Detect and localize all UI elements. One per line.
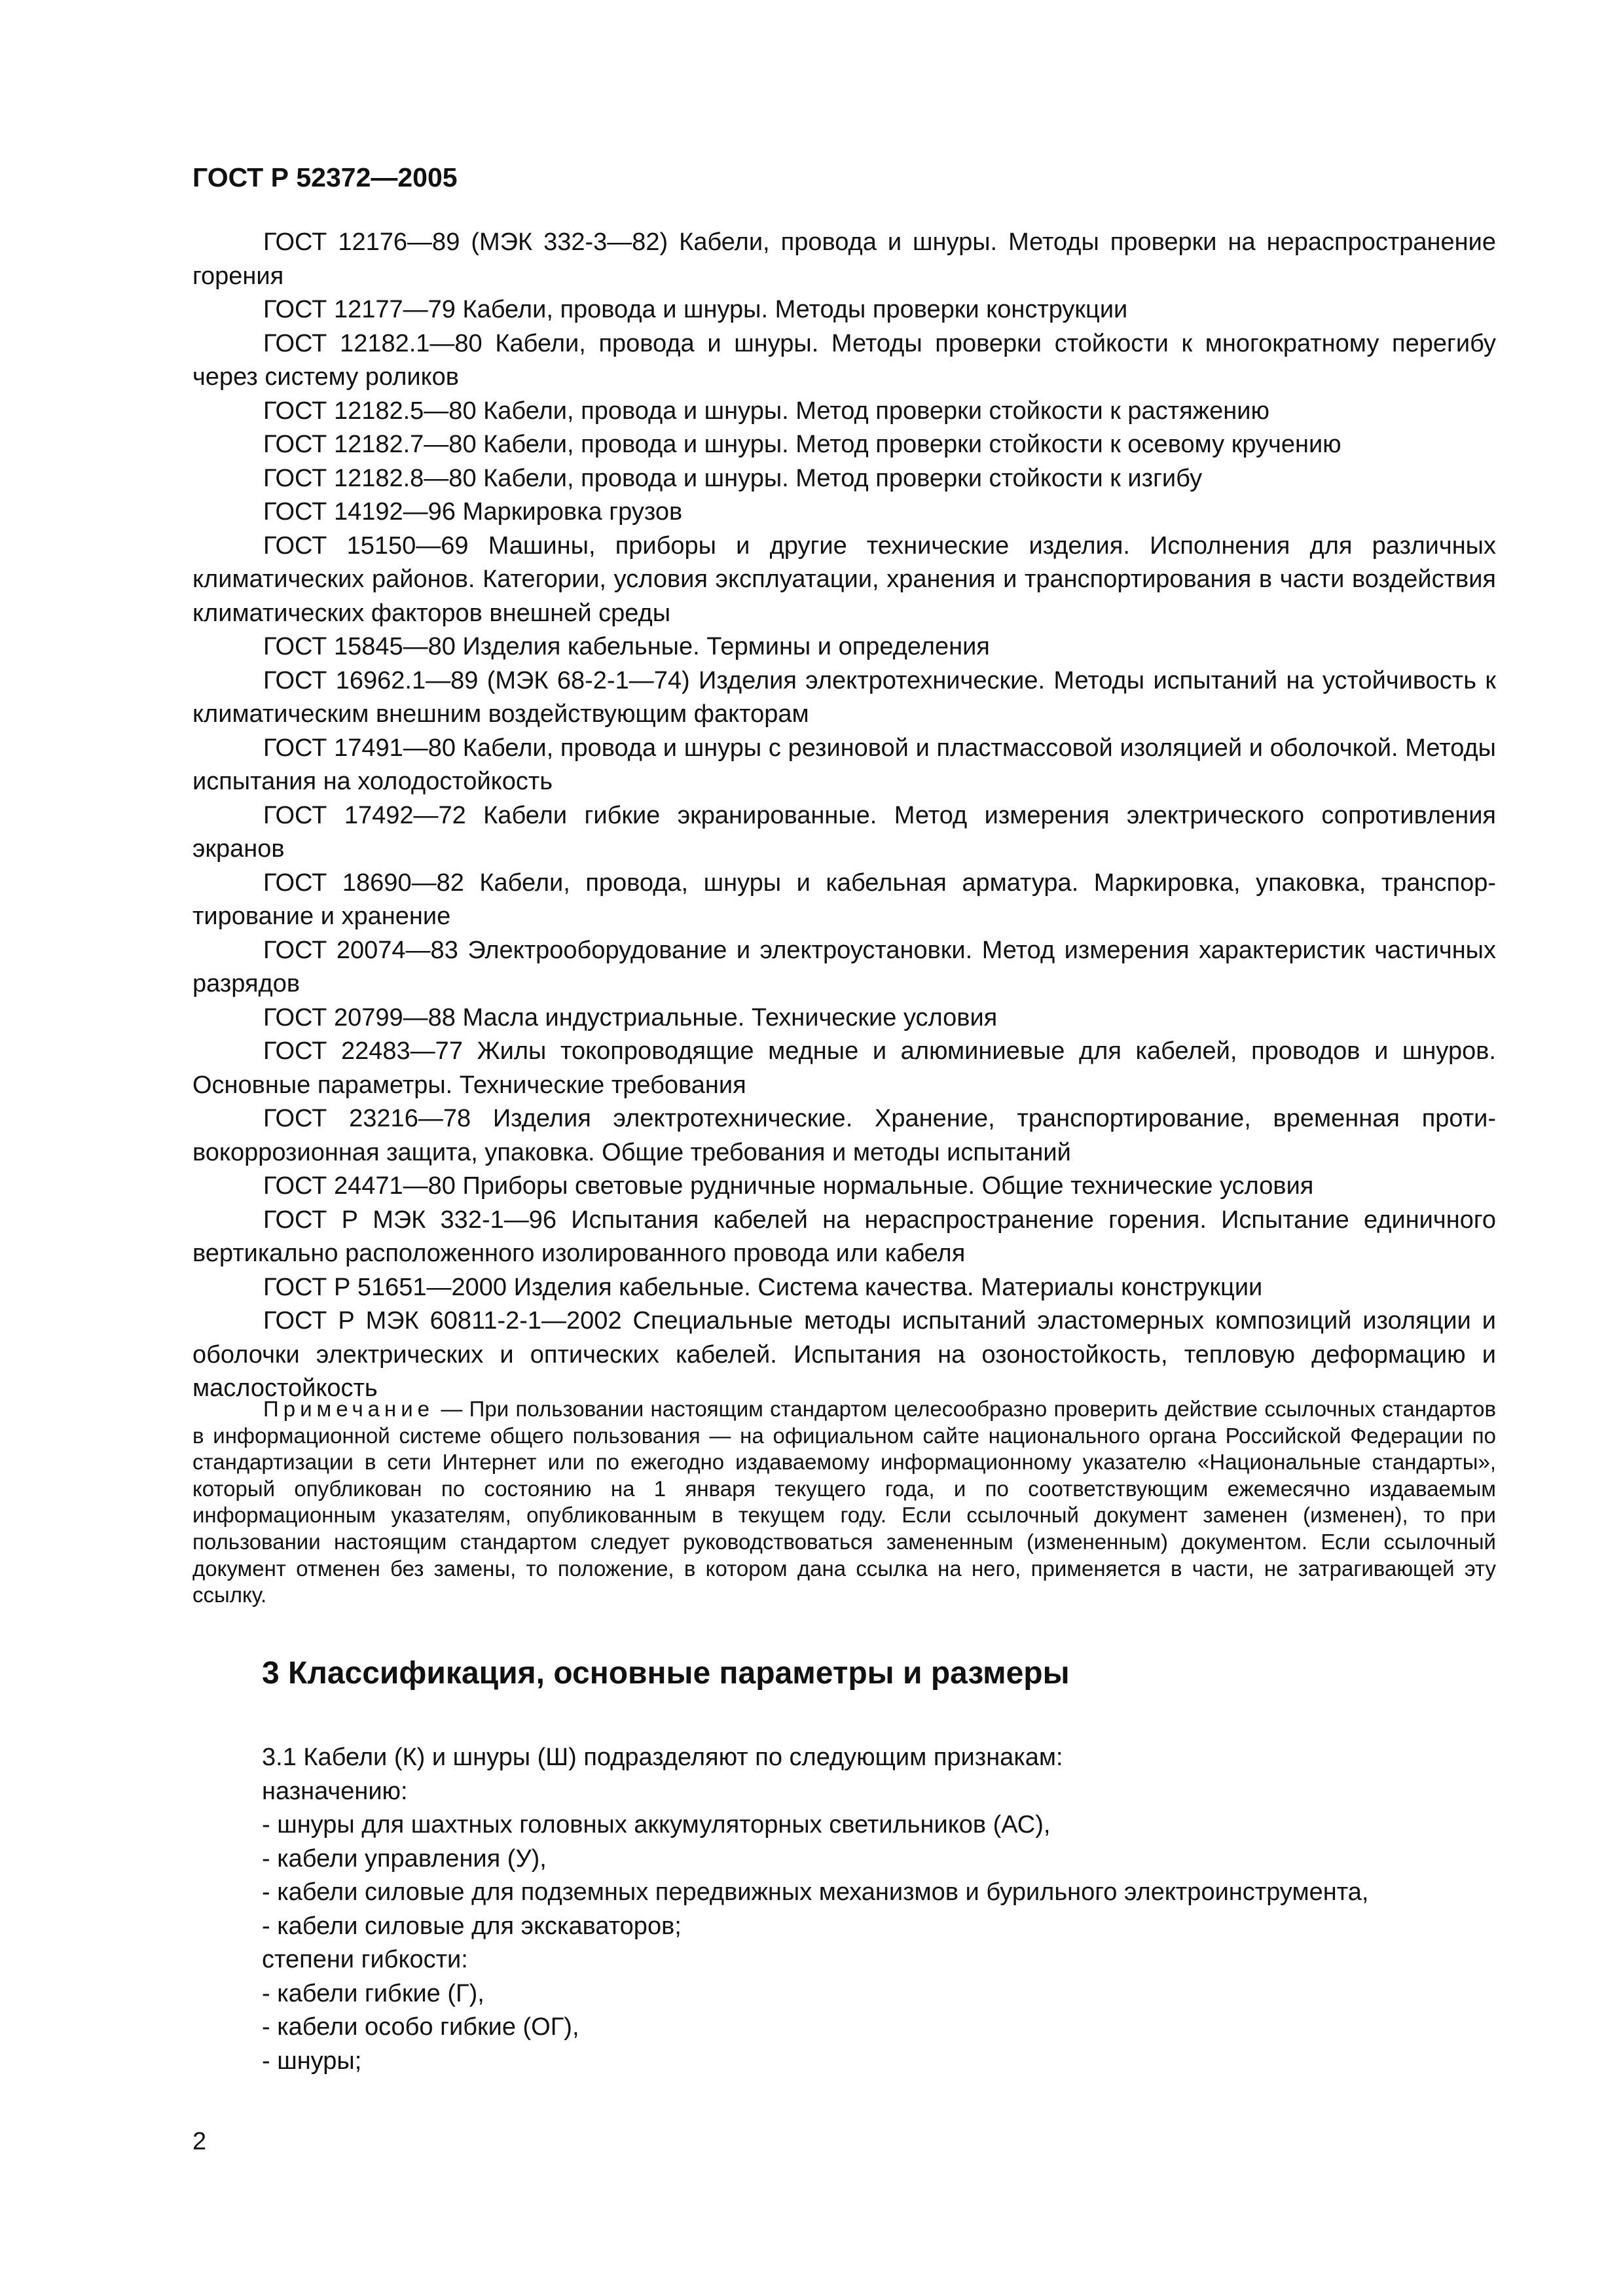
reference-item: ГОСТ 23216—78 Изделия электротехнические. Хранение, транспортирование, временная противокоррозионная защита, упаковка. Общие требования и методы испытаний <box>192 1105 1496 1166</box>
note-paragraph <box>192 1396 1496 1609</box>
classification-line: - шнуры для шахтных головных аккумуляторных светильников (АС), <box>262 1811 1051 1839</box>
reference-item: ГОСТ 14192—96 Маркировка грузов <box>263 498 683 526</box>
classification-line: - кабели гибкие (Г), <box>262 1979 484 2007</box>
reference-item: ГОСТ 15150—69 Машины, приборы и другие технические изделия. Исполнения для различных климатических районов. Категории, условия эксплуатации, хранения и транспортирования в части воздействия климатических факторов внешней среды <box>192 531 1496 627</box>
reference-item: ГОСТ 12182.5—80 Кабели, провода и шнуры. Метод проверки стойкости к растяжению <box>263 397 1269 425</box>
normative-references <box>192 226 1496 1406</box>
reference-item: ГОСТ 24471—80 Приборы световые рудничные нормальные. Общие технические условия <box>263 1172 1314 1200</box>
classification-line: 3.1 Кабели (К) и шнуры (Ш) подразделяют по следующим признакам: <box>262 1744 1063 1771</box>
reference-item: ГОСТ 12176—89 (МЭК 332-3—82) Кабели, провода и шнуры. Методы проверки на нераспространение горения <box>192 228 1496 290</box>
reference-item: ГОСТ Р МЭК 332-1—96 Испытания кабелей на нераспространение горения. Испытание единичного вертикально расположенного изолированного провода или кабеля <box>192 1206 1496 1267</box>
reference-item: ГОСТ Р 51651—2000 Изделия кабельные. Система качества. Материалы конструкции <box>263 1273 1263 1301</box>
reference-item: ГОСТ 12182.8—80 Кабели, провода и шнуры. Метод проверки стойкости к изгибу <box>263 464 1203 492</box>
reference-item: ГОСТ 16962.1—89 (МЭК 68-2-1—74) Изделия электротехнические. Методы испытаний на устойчивость к климатическим внешним воздействующим факторам <box>192 666 1496 728</box>
classification-line: - шнуры; <box>262 2047 362 2075</box>
classification-line: степени гибкости: <box>262 1946 468 1973</box>
reference-item: ГОСТ 20799—88 Масла индустриальные. Технические условия <box>263 1003 998 1031</box>
document-header: ГОСТ Р 52372—2005 <box>192 162 458 192</box>
reference-item: ГОСТ 22483—77 Жилы токопроводящие медные и алюминиевые для кабелей, проводов и шнуров. Основные параметры. Технические требования <box>192 1037 1496 1099</box>
classification-line: - кабели силовые для подземных передвижных механизмов и бурильного электроинструмента, <box>262 1878 1369 1906</box>
classification-line: - кабели управления (У), <box>262 1844 547 1873</box>
reference-item: ГОСТ 20074—83 Электрооборудование и электроустановки. Метод измерения характеристик частичных разрядов <box>192 936 1496 997</box>
reference-item: ГОСТ 18690—82 Кабели, провода, шнуры и кабельная арматура. Маркировка, упаковка, транспортирование и хранение <box>192 869 1496 930</box>
note-text: — При пользовании настоящим стандартом целесообразно проверить действие ссылочных стандартов в информационной системе общего пользования — на официальном сайте национального органа Российской Федерации по стандартизации в сети Интернет или по ежегодно издаваемому информационному указателю «Национальные стандарты», который опубликован по состоянию на 1 января текущего года, и по соответствующим ежемесячно издаваемым информационным указателям, опубликованным в текущем году. Если ссылочный документ заменен (изменен), то при пользовании настоящим стандартом следует руководствоваться замененным (измененным) документом. Если ссылочный документ отменен без замены, то положение, в котором дана ссылка на него, применяется в части, не затрагивающей эту ссылку. <box>192 1397 1496 1607</box>
classification-line: - кабели силовые для экскаваторов; <box>262 1912 682 1940</box>
section-title: 3 Классификация, основные параметры и размеры <box>262 1656 1070 1691</box>
reference-item: ГОСТ 17491—80 Кабели, провода и шнуры с резиновой и пластмассовой изоляцией и оболочкой. Методы испытания на холодостойкость <box>192 734 1496 795</box>
classification-line: назначению: <box>262 1777 408 1805</box>
reference-item: ГОСТ 12182.1—80 Кабели, провода и шнуры. Методы проверки стойкости к многократному перегибу через систему роликов <box>192 329 1496 391</box>
classification-line: - кабели особо гибкие (ОГ), <box>262 2013 579 2041</box>
reference-item: ГОСТ 17492—72 Кабели гибкие экранированные. Метод измерения электрического сопротивления экранов <box>192 801 1496 863</box>
page-number: 2 <box>192 2128 207 2155</box>
reference-item: ГОСТ 12177—79 Кабели, провода и шнуры. Методы проверки конструкции <box>263 296 1128 323</box>
reference-item: ГОСТ 15845—80 Изделия кабельные. Термины и определения <box>263 633 990 660</box>
reference-item: ГОСТ Р МЭК 60811-2-1—2002 Специальные методы испытаний эластомерных композиций изоляции и оболочки электрических и оптических кабелей. Испытания на озоностойкость, тепловую деформацию и маслостойкость <box>192 1307 1496 1402</box>
note-label: Примечание <box>263 1397 435 1421</box>
reference-item: ГОСТ 12182.7—80 Кабели, провода и шнуры. Метод проверки стойкости к осевому кручению <box>263 431 1341 458</box>
classification-list <box>262 1741 1499 2078</box>
note-block <box>192 1396 1496 1609</box>
